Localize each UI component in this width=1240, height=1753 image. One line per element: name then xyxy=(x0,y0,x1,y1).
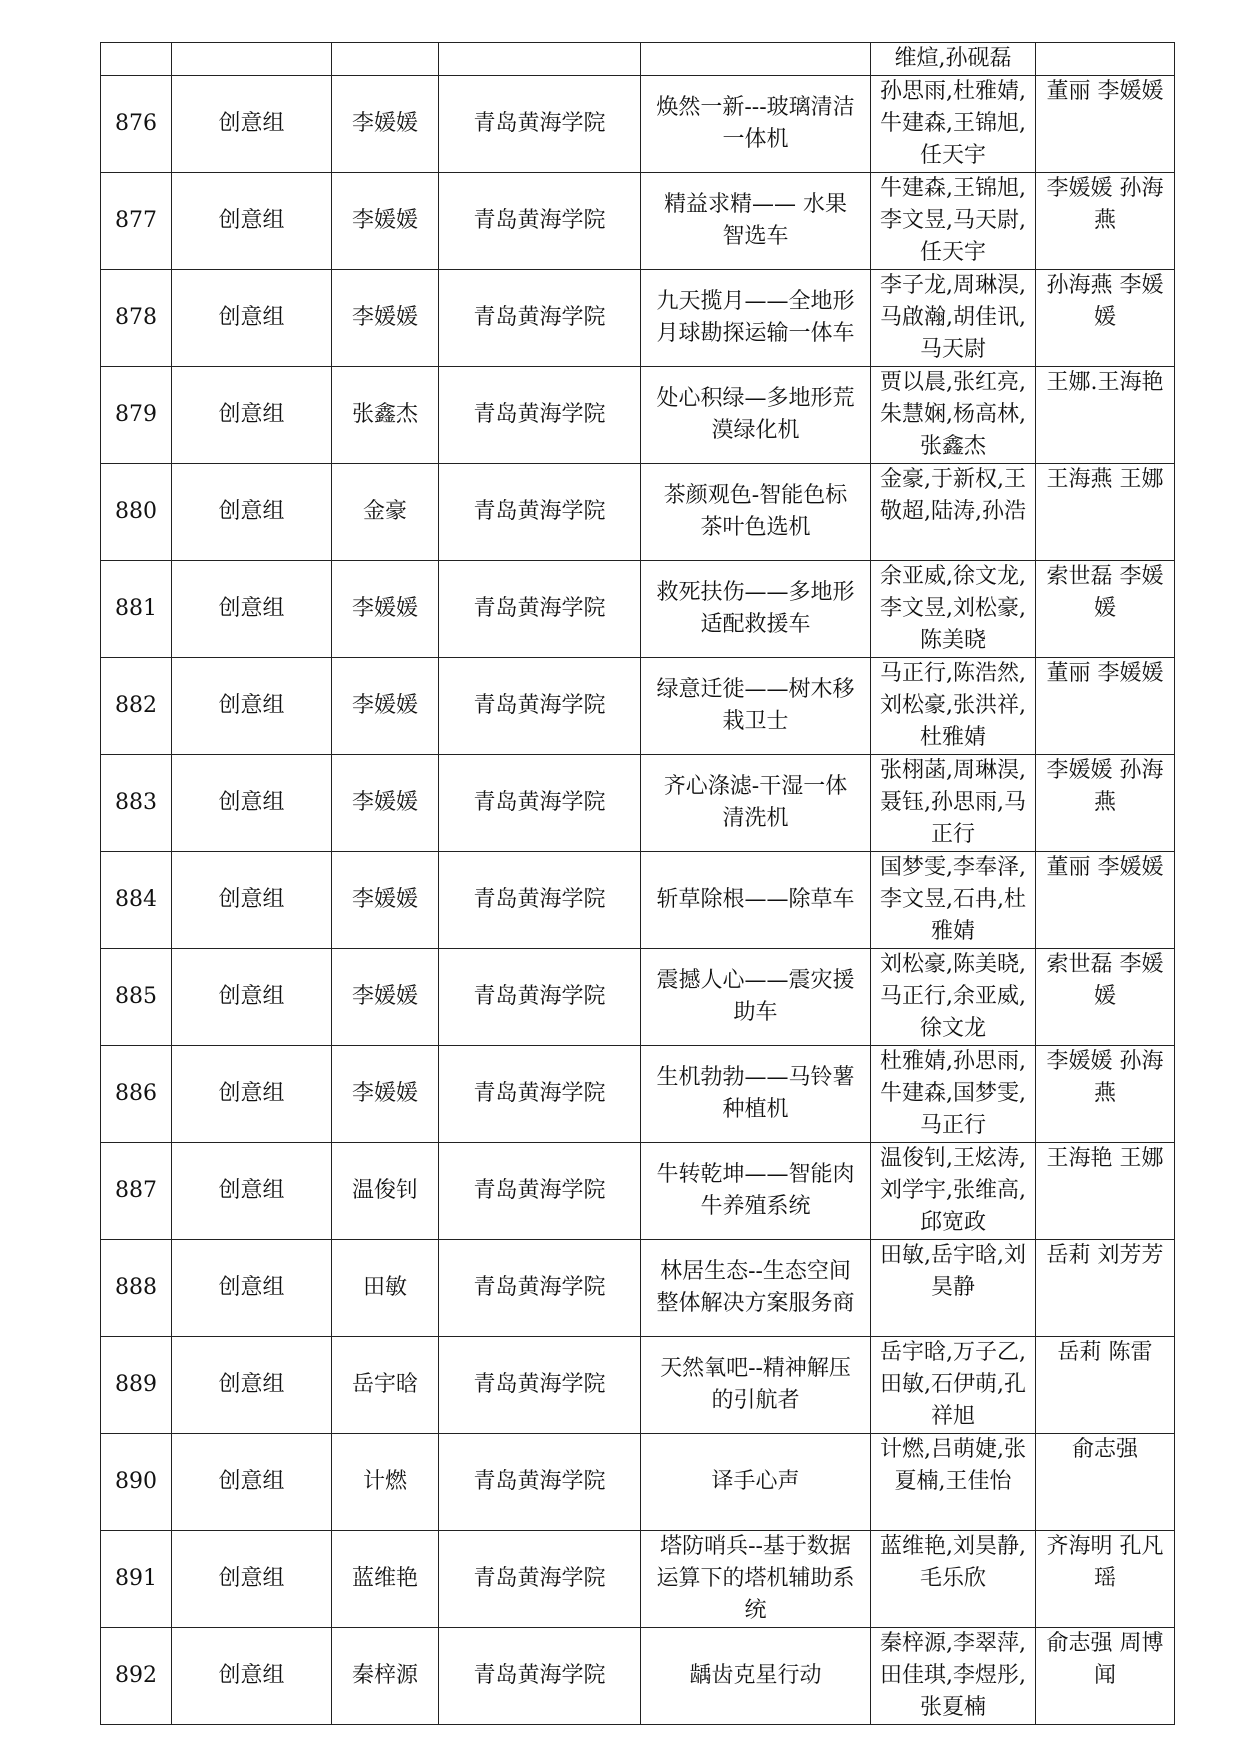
cell-leader: 李媛媛 xyxy=(332,1046,439,1143)
cell-title: 茶颜观色-智能色标茶叶色选机 xyxy=(641,464,871,561)
cell-no: 877 xyxy=(101,173,172,270)
cell-no: 887 xyxy=(101,1143,172,1240)
cell-leader: 李媛媛 xyxy=(332,755,439,852)
cell-school: 青岛黄海学院 xyxy=(439,852,641,949)
cell-members: 计燃,吕萌婕,张夏楠,王佳怡 xyxy=(871,1434,1036,1531)
cell-advisors: 孙海燕 李媛媛 xyxy=(1036,270,1175,367)
cell-no: 878 xyxy=(101,270,172,367)
table-row xyxy=(101,76,1175,173)
cell-title xyxy=(641,43,871,76)
cell-advisors: 王海艳 王娜 xyxy=(1036,1143,1175,1240)
cell-no: 879 xyxy=(101,367,172,464)
cell-advisors: 索世磊 李媛媛 xyxy=(1036,561,1175,658)
cell-title: 斩草除根——除草车 xyxy=(641,852,871,949)
cell-school: 青岛黄海学院 xyxy=(439,1143,641,1240)
cell-leader: 温俊钊 xyxy=(332,1143,439,1240)
table-row xyxy=(101,852,1175,949)
cell-school: 青岛黄海学院 xyxy=(439,464,641,561)
table-row xyxy=(101,464,1175,561)
cell-title: 救死扶伤——多地形适配救援车 xyxy=(641,561,871,658)
table-row xyxy=(101,1531,1175,1628)
cell-leader: 李媛媛 xyxy=(332,173,439,270)
cell-no: 876 xyxy=(101,76,172,173)
cell-group: 创意组 xyxy=(172,76,332,173)
cell-school: 青岛黄海学院 xyxy=(439,561,641,658)
cell-leader: 秦梓源 xyxy=(332,1628,439,1725)
cell-school: 青岛黄海学院 xyxy=(439,270,641,367)
cell-members: 温俊钊,王炫涛,刘学宇,张维高,邱宽政 xyxy=(871,1143,1036,1240)
cell-members: 秦梓源,李翠萍,田佳琪,李煜彤,张夏楠 xyxy=(871,1628,1036,1725)
cell-group: 创意组 xyxy=(172,1143,332,1240)
table-row xyxy=(101,270,1175,367)
cell-no: 880 xyxy=(101,464,172,561)
cell-members: 杜雅婧,孙思雨,牛建森,国梦雯,马正行 xyxy=(871,1046,1036,1143)
cell-no: 892 xyxy=(101,1628,172,1725)
cell-advisors: 齐海明 孔凡瑶 xyxy=(1036,1531,1175,1628)
cell-members: 国梦雯,李奉泽,李文昱,石冉,杜雅婧 xyxy=(871,852,1036,949)
cell-group: 创意组 xyxy=(172,367,332,464)
cell-no: 884 xyxy=(101,852,172,949)
cell-group: 创意组 xyxy=(172,270,332,367)
table-row xyxy=(101,561,1175,658)
cell-members: 蓝维艳,刘昊静,毛乐欣 xyxy=(871,1531,1036,1628)
cell-school: 青岛黄海学院 xyxy=(439,1628,641,1725)
cell-group: 创意组 xyxy=(172,1337,332,1434)
cell-no: 890 xyxy=(101,1434,172,1531)
table-row xyxy=(101,949,1175,1046)
cell-no: 891 xyxy=(101,1531,172,1628)
cell-title: 生机勃勃——马铃薯种植机 xyxy=(641,1046,871,1143)
cell-leader: 岳宇晗 xyxy=(332,1337,439,1434)
cell-members: 李子龙,周琳淏,马啟瀚,胡佳讯,马天尉 xyxy=(871,270,1036,367)
cell-school: 青岛黄海学院 xyxy=(439,755,641,852)
table-row xyxy=(101,367,1175,464)
cell-title: 龋齿克星行动 xyxy=(641,1628,871,1725)
table-row xyxy=(101,1434,1175,1531)
cell-leader: 李媛媛 xyxy=(332,270,439,367)
cell-school: 青岛黄海学院 xyxy=(439,658,641,755)
cell-members: 维煊,孙砚磊 xyxy=(871,43,1036,76)
cell-members: 孙思雨,杜雅婧,牛建森,王锦旭,任天宇 xyxy=(871,76,1036,173)
cell-group: 创意组 xyxy=(172,561,332,658)
cell-school: 青岛黄海学院 xyxy=(439,173,641,270)
cell-group: 创意组 xyxy=(172,1046,332,1143)
cell-members: 金豪,于新权,王敬超,陆涛,孙浩 xyxy=(871,464,1036,561)
cell-no: 886 xyxy=(101,1046,172,1143)
cell-leader: 张鑫杰 xyxy=(332,367,439,464)
cell-leader: 计燃 xyxy=(332,1434,439,1531)
cell-title: 九天揽月——全地形月球勘探运输一体车 xyxy=(641,270,871,367)
cell-school: 青岛黄海学院 xyxy=(439,1046,641,1143)
cell-advisors: 岳莉 刘芳芳 xyxy=(1036,1240,1175,1337)
cell-title: 震撼人心——震灾援助车 xyxy=(641,949,871,1046)
cell-members: 贾以晨,张红亮,朱慧娴,杨高林,张鑫杰 xyxy=(871,367,1036,464)
cell-leader: 金豪 xyxy=(332,464,439,561)
cell-advisors: 李媛媛 孙海燕 xyxy=(1036,1046,1175,1143)
table-row xyxy=(101,1046,1175,1143)
table-row xyxy=(101,1240,1175,1337)
cell-title: 牛转乾坤——智能肉牛养殖系统 xyxy=(641,1143,871,1240)
cell-group: 创意组 xyxy=(172,1240,332,1337)
cell-school: 青岛黄海学院 xyxy=(439,1531,641,1628)
cell-members: 牛建森,王锦旭,李文昱,马天尉,任天宇 xyxy=(871,173,1036,270)
cell-group xyxy=(172,43,332,76)
cell-advisors: 俞志强 xyxy=(1036,1434,1175,1531)
table-row xyxy=(101,1628,1175,1725)
cell-group: 创意组 xyxy=(172,1531,332,1628)
cell-no: 881 xyxy=(101,561,172,658)
award-list-table xyxy=(100,42,1175,1725)
cell-members: 岳宇晗,万子乙,田敏,石伊萌,孔祥旭 xyxy=(871,1337,1036,1434)
cell-leader: 蓝维艳 xyxy=(332,1531,439,1628)
cell-title: 绿意迁徙——树木移栽卫士 xyxy=(641,658,871,755)
cell-advisors xyxy=(1036,43,1175,76)
table-row xyxy=(101,755,1175,852)
cell-advisors: 索世磊 李媛媛 xyxy=(1036,949,1175,1046)
cell-group: 创意组 xyxy=(172,658,332,755)
cell-advisors: 董丽 李媛媛 xyxy=(1036,76,1175,173)
cell-members: 马正行,陈浩然,刘松豪,张洪祥,杜雅婧 xyxy=(871,658,1036,755)
cell-advisors: 李媛媛 孙海燕 xyxy=(1036,173,1175,270)
table-row xyxy=(101,173,1175,270)
cell-leader: 李媛媛 xyxy=(332,949,439,1046)
cell-advisors: 岳莉 陈雷 xyxy=(1036,1337,1175,1434)
cell-title: 译手心声 xyxy=(641,1434,871,1531)
cell-title: 精益求精—— 水果智选车 xyxy=(641,173,871,270)
cell-group: 创意组 xyxy=(172,755,332,852)
table-body xyxy=(101,43,1175,1725)
cell-leader xyxy=(332,43,439,76)
cell-title: 天然氧吧--精神解压的引航者 xyxy=(641,1337,871,1434)
cell-title: 塔防哨兵--基于数据运算下的塔机辅助系统 xyxy=(641,1531,871,1628)
cell-members: 刘松豪,陈美晓,马正行,余亚威,徐文龙 xyxy=(871,949,1036,1046)
cell-no: 883 xyxy=(101,755,172,852)
cell-school xyxy=(439,43,641,76)
cell-group: 创意组 xyxy=(172,1434,332,1531)
cell-advisors: 李媛媛 孙海燕 xyxy=(1036,755,1175,852)
cell-advisors: 俞志强 周博闻 xyxy=(1036,1628,1175,1725)
cell-advisors: 王海燕 王娜 xyxy=(1036,464,1175,561)
cell-advisors: 董丽 李媛媛 xyxy=(1036,658,1175,755)
cell-no: 885 xyxy=(101,949,172,1046)
cell-group: 创意组 xyxy=(172,173,332,270)
table-row xyxy=(101,1143,1175,1240)
cell-advisors: 王娜.王海艳 xyxy=(1036,367,1175,464)
cell-no: 889 xyxy=(101,1337,172,1434)
cell-group: 创意组 xyxy=(172,464,332,561)
cell-advisors: 董丽 李媛媛 xyxy=(1036,852,1175,949)
cell-leader: 田敏 xyxy=(332,1240,439,1337)
cell-no: 888 xyxy=(101,1240,172,1337)
table-row xyxy=(101,658,1175,755)
cell-title: 处心积绿—多地形荒漠绿化机 xyxy=(641,367,871,464)
cell-no xyxy=(101,43,172,76)
cell-members: 张栩菡,周琳淏,聂钰,孙思雨,马正行 xyxy=(871,755,1036,852)
table-row-carryover xyxy=(101,43,1175,76)
cell-title: 林居生态--生态空间整体解决方案服务商 xyxy=(641,1240,871,1337)
table-row xyxy=(101,1337,1175,1434)
cell-members: 余亚威,徐文龙,李文昱,刘松豪,陈美晓 xyxy=(871,561,1036,658)
cell-group: 创意组 xyxy=(172,852,332,949)
cell-no: 882 xyxy=(101,658,172,755)
cell-school: 青岛黄海学院 xyxy=(439,76,641,173)
cell-school: 青岛黄海学院 xyxy=(439,1434,641,1531)
cell-leader: 李媛媛 xyxy=(332,76,439,173)
cell-school: 青岛黄海学院 xyxy=(439,1240,641,1337)
cell-school: 青岛黄海学院 xyxy=(439,367,641,464)
cell-group: 创意组 xyxy=(172,1628,332,1725)
cell-school: 青岛黄海学院 xyxy=(439,949,641,1046)
cell-leader: 李媛媛 xyxy=(332,561,439,658)
cell-leader: 李媛媛 xyxy=(332,658,439,755)
cell-group: 创意组 xyxy=(172,949,332,1046)
cell-title: 焕然一新---玻璃清洁一体机 xyxy=(641,76,871,173)
cell-leader: 李媛媛 xyxy=(332,852,439,949)
cell-school: 青岛黄海学院 xyxy=(439,1337,641,1434)
cell-title: 齐心涤滤-干湿一体清洗机 xyxy=(641,755,871,852)
cell-members: 田敏,岳宇晗,刘昊静 xyxy=(871,1240,1036,1337)
